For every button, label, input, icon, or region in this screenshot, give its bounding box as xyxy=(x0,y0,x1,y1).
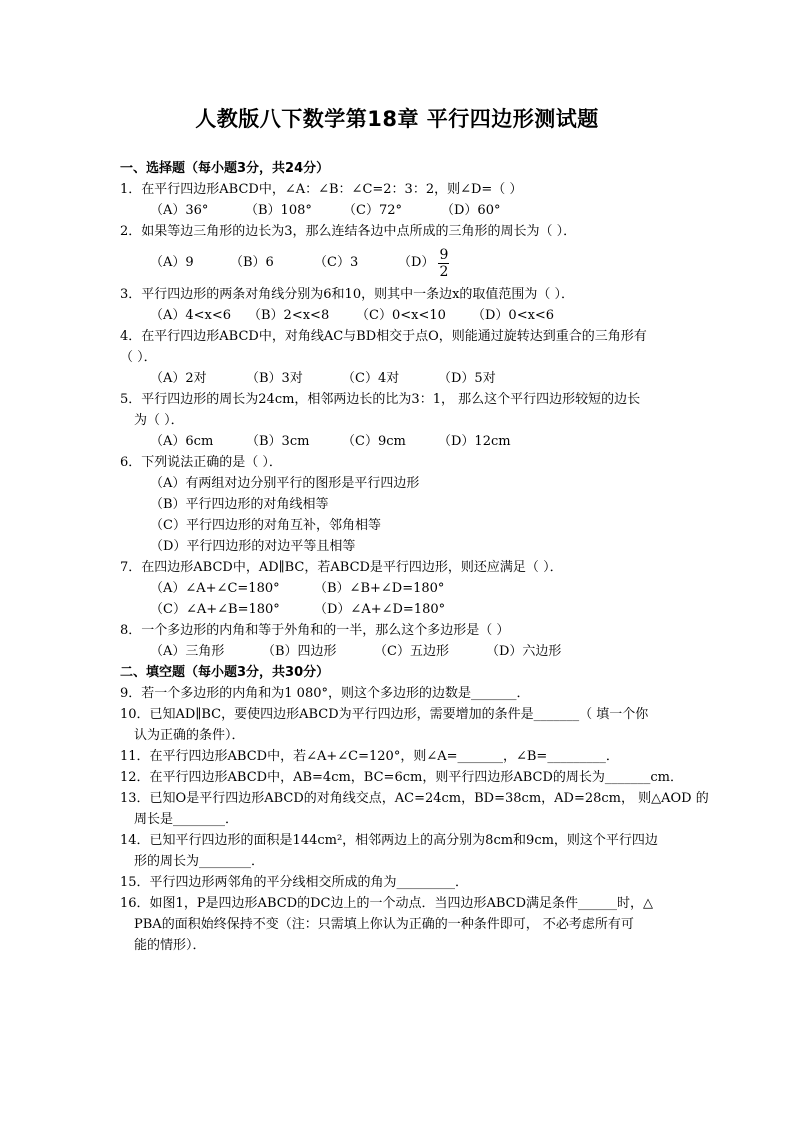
question-14: 14．已知平行四边形的面积是144cm²，相邻两边上的高分别为8cm和9cm，则这个平行四边 xyxy=(120,833,658,848)
option-d: （D） xyxy=(398,255,435,270)
question-7-options-row1 xyxy=(120,578,680,599)
question-5-stem: 5．平行四边形的周长为24cm，相邻两边长的比为3：1， 那么这个平行四边形较短的边长 xyxy=(120,392,641,407)
question-5-options xyxy=(120,431,680,452)
question-11: 11．在平行四边形ABCD中，若∠A+∠C=120°，则∠A=_______，∠B=_________． xyxy=(120,749,619,764)
question-16-cont: PBA的面积始终保持不变（注：只需填上你认为正确的一种条件即可， 不必考虑所有可 xyxy=(134,917,634,932)
question-13: 13．已知O是平行四边形ABCD的对角线交点，AC=24cm，BD=38cm，AD=28cm， 则△AOD 的 xyxy=(120,791,709,806)
option-d: （D）0<x<6 xyxy=(472,308,555,323)
option-b: （B）四边形 xyxy=(262,644,337,659)
option-a: （A）9 xyxy=(150,255,194,270)
question-7-options-row2 xyxy=(120,599,680,620)
question-body xyxy=(120,158,709,956)
option-d: （D）平行四边形的对边平等且相等 xyxy=(150,539,356,554)
question-8-options xyxy=(120,641,680,662)
option-a: （A）∠A+∠C=180° xyxy=(150,581,280,596)
section-heading-choice: 一、选择题（每小题3分，共24分） xyxy=(120,161,330,176)
option-d: （D）60° xyxy=(441,203,501,218)
option-c: （C）4对 xyxy=(342,371,400,386)
question-1-options xyxy=(120,200,680,221)
option-d: （D）六边形 xyxy=(486,644,562,659)
question-14-cont: 形的周长为________． xyxy=(134,854,265,869)
fraction-denominator: 2 xyxy=(439,263,449,280)
option-c: （C）∠A+∠B=180° xyxy=(150,602,280,617)
option-b: （B）3cm xyxy=(246,434,310,449)
question-8-stem: 8．一个多边形的内角和等于外角和的一半，那么这个多边形是（ ） xyxy=(120,623,510,638)
question-16-cont-2: 能的情形）． xyxy=(134,938,206,953)
question-4-options xyxy=(120,368,680,389)
option-a: （A）三角形 xyxy=(150,644,225,659)
question-13-cont: 周长是________． xyxy=(134,812,239,827)
question-6-stem: 6．下列说法正确的是（ ）． xyxy=(120,455,282,470)
question-3-options xyxy=(120,305,680,326)
option-a: （A）6cm xyxy=(150,434,214,449)
question-4-stem: 4．在平行四边形ABCD中，对角线AC与BD相交于点O，则能通过旋转达到重合的三角形有 xyxy=(120,329,647,344)
question-15: 15．平行四边形两邻角的平分线相交所成的角为_________． xyxy=(120,875,469,890)
question-4-stem-cont: （ ）． xyxy=(120,350,157,365)
option-c: （C）9cm xyxy=(342,434,406,449)
option-a: （A）2对 xyxy=(150,371,207,386)
question-2-options xyxy=(120,242,680,284)
option-d: （D）5对 xyxy=(438,371,496,386)
option-b: （B）108° xyxy=(245,203,312,218)
option-d: （D）12cm xyxy=(438,434,511,449)
option-c: （C）平行四边形的对角互补，邻角相等 xyxy=(150,518,381,533)
option-d: （D）∠A+∠D=180° xyxy=(314,602,446,617)
question-2-stem: 2．如果等边三角形的边长为3，那么连结各边中点所成的三角形的周长为（ ）． xyxy=(120,224,577,239)
option-b: （B）2<x<8 xyxy=(248,308,330,323)
option-a: （A）36° xyxy=(150,203,209,218)
option-b: （B）6 xyxy=(230,255,274,270)
fraction-nine-halves xyxy=(438,247,449,280)
question-9: 9．若一个多边形的内角和为1 080°，则这个多边形的边数是_______． xyxy=(120,686,530,701)
option-b: （B）3对 xyxy=(246,371,303,386)
option-c: （C）72° xyxy=(343,203,402,218)
option-a: （A）4<x<6 xyxy=(150,308,232,323)
question-10-cont: 认为正确的条件）． xyxy=(134,728,245,743)
question-12: 12．在平行四边形ABCD中，AB=4cm，BC=6cm，则平行四边形ABCD的周长为_______cm． xyxy=(120,770,683,785)
option-c: （C）3 xyxy=(314,255,359,270)
option-a: （A）有两组对边分别平行的图形是平行四边形 xyxy=(150,476,420,491)
page-title: 人教版八下数学第18章 平行四边形测试题 xyxy=(195,107,599,131)
option-b: （B）平行四边形的对角线相等 xyxy=(150,497,329,512)
question-1-stem: 1．在平行四边形ABCD中，∠A：∠B：∠C=2：3：2，则∠D=（ ） xyxy=(120,182,523,197)
question-5-stem-cont: 为（ ）． xyxy=(134,413,184,428)
question-16: 16．如图1，P是四边形ABCD的DC边上的一个动点．当四边形ABCD满足条件______时，△ xyxy=(120,896,654,911)
option-c: （C）五边形 xyxy=(374,644,449,659)
option-c: （C）0<x<10 xyxy=(356,308,446,323)
question-7-stem: 7．在四边形ABCD中，AD∥BC，若ABCD是平行四边形，则还应满足（ ）． xyxy=(120,560,563,575)
section-heading-fill: 二、填空题（每小题3分，共30分） xyxy=(120,665,330,680)
fraction-numerator: 9 xyxy=(439,246,449,263)
question-10: 10．已知AD∥BC，要使四边形ABCD为平行四边形，需要增加的条件是_______（ 填一个你 xyxy=(120,707,649,722)
option-b: （B）∠B+∠D=180° xyxy=(314,581,445,596)
question-3-stem: 3．平行四边形的两条对角线分别为6和10，则其中一条边x的取值范围为（ ）． xyxy=(120,287,575,302)
